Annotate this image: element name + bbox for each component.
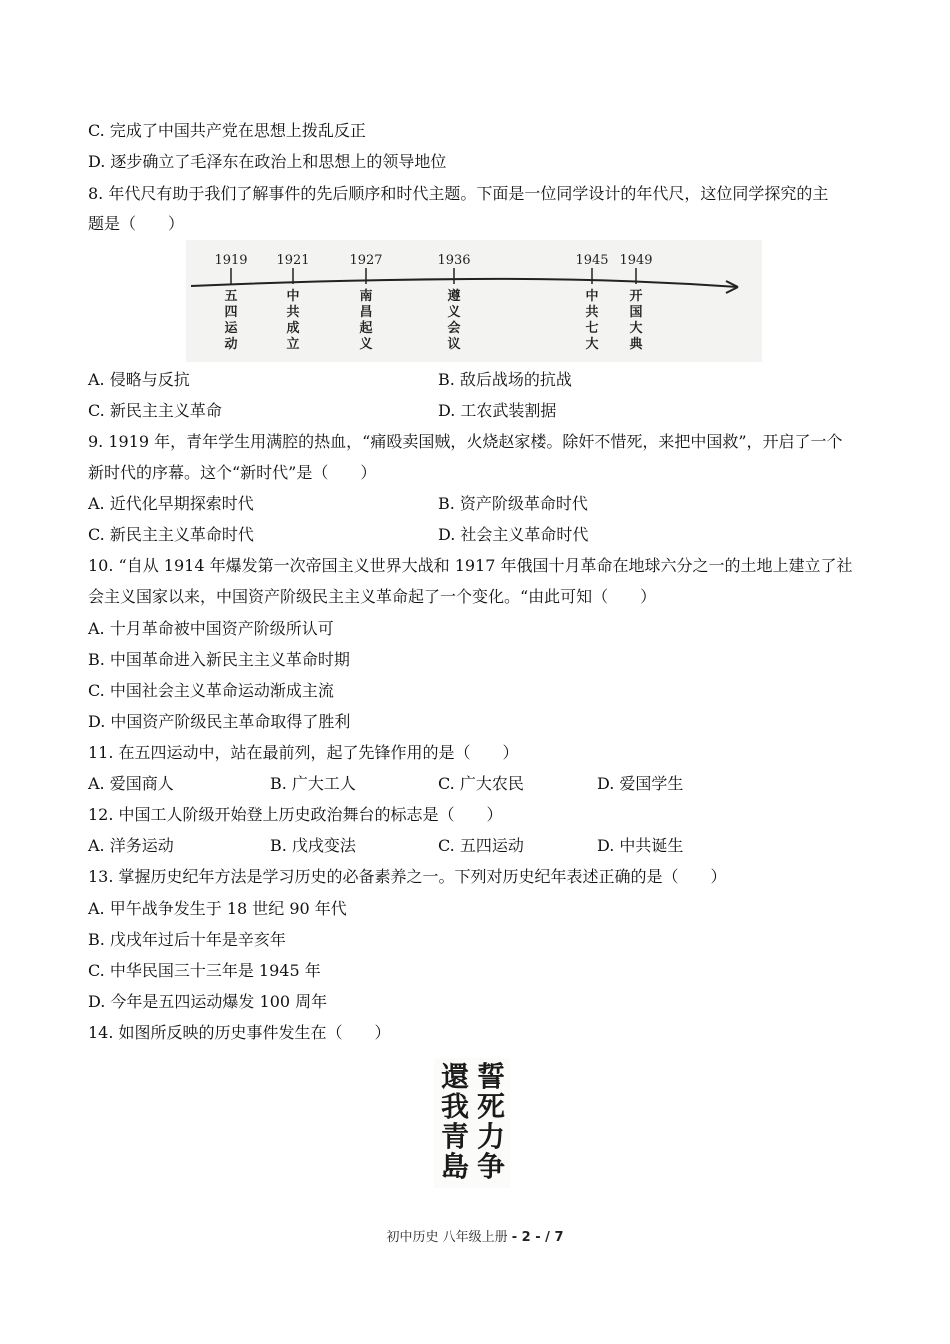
q12-option-a: A. 洋务运动 — [88, 836, 174, 855]
timeline-year: 1919 — [214, 253, 248, 268]
q10-option-b: B. 中国革命进入新民主主义革命时期 — [88, 650, 350, 669]
q9-stem-line2: 新时代的序幕。这个“新时代”是（ ） — [88, 463, 377, 482]
q7-option-d: D. 逐步确立了毛泽东在政治上和思想上的领导地位 — [88, 152, 447, 171]
q10-option-a: A. 十月革命被中国资产阶级所认可 — [88, 619, 334, 638]
q7-option-c: C. 完成了中国共产党在思想上拨乱反正 — [88, 121, 366, 140]
calligraphy-char: 力 — [476, 1120, 505, 1153]
timeline-label: 遵义会议 — [447, 289, 461, 352]
timeline-label: 中共七大 — [585, 289, 599, 352]
calligraphy-char: 青 — [440, 1120, 469, 1153]
q12-option-d: D. 中共诞生 — [597, 836, 684, 855]
q8-option-d: D. 工农武装割据 — [438, 401, 557, 420]
calligraphy-right-column — [474, 1062, 508, 1182]
q11-option-a: A. 爱国商人 — [88, 774, 174, 793]
timeline-label: 中共成立 — [286, 289, 300, 352]
timeline-label: 南昌起义 — [359, 289, 373, 352]
q11-option-d: D. 爱国学生 — [597, 774, 684, 793]
q8-option-c: C. 新民主主义革命 — [88, 401, 222, 420]
calligraphy-char: 死 — [476, 1090, 505, 1123]
q11-stem: 11. 在五四运动中，站在最前列，起了先锋作用的是（ ） — [88, 743, 519, 762]
timeline-label: 开国大典 — [629, 289, 643, 352]
q14-stem: 14. 如图所反映的历史事件发生在（ ） — [88, 1023, 391, 1042]
timeline-year: 1949 — [619, 253, 653, 268]
q9-option-c: C. 新民主主义革命时代 — [88, 525, 254, 544]
q13-option-d: D. 今年是五四运动爆发 100 周年 — [88, 992, 328, 1011]
q8-stem-line1: 8. 年代尺有助于我们了解事件的先后顺序和时代主题。下面是一位同学设计的年代尺，这位同学探究的主 — [88, 184, 829, 203]
page-number: - 2 - / 7 — [511, 1230, 564, 1245]
q9-option-d: D. 社会主义革命时代 — [438, 525, 589, 544]
q10-stem-line1: 10. “自从 1914 年爆发第一次帝国主义世界大战和 1917 年俄国十月革命在地球六分之一的土地上建立了社 — [88, 556, 853, 575]
q9-option-a: A. 近代化早期探索时代 — [88, 494, 254, 513]
q10-option-c: C. 中国社会主义革命运动渐成主流 — [88, 681, 334, 700]
q12-stem: 12. 中国工人阶级开始登上历史政治舞台的标志是（ ） — [88, 805, 503, 824]
calligraphy-char: 我 — [440, 1090, 469, 1123]
q9-stem-line1: 9. 1919 年，青年学生用满腔的热血，“痛殴卖国贼，火烧赵家楼。除奸不惜死，来把中国救”，开启了一个 — [88, 432, 843, 451]
footer-text: 初中历史 八年级上册 — [386, 1230, 508, 1245]
q8-option-a: A. 侵略与反抗 — [88, 370, 190, 389]
q11-option-c: C. 广大农民 — [438, 774, 524, 793]
q12-option-b: B. 戊戌变法 — [270, 836, 356, 855]
timeline-axis — [191, 279, 738, 287]
calligraphy-char: 還 — [440, 1060, 469, 1093]
page-footer — [0, 1226, 950, 1245]
calligraphy-char: 誓 — [476, 1060, 505, 1093]
timeline-label: 五四运动 — [224, 289, 238, 352]
q8-option-b: B. 敌后战场的抗战 — [438, 370, 572, 389]
q13-stem: 13. 掌握历史纪年方法是学习历史的必备素养之一。下列对历史纪年表述正确的是（ ） — [88, 867, 727, 886]
calligraphy-char: 島 — [440, 1150, 469, 1183]
q13-option-b: B. 戊戌年过后十年是辛亥年 — [88, 930, 286, 949]
calligraphy-char: 争 — [476, 1150, 505, 1183]
q8-stem-line2: 题是（ ） — [88, 214, 185, 233]
timeline-chart — [186, 240, 762, 362]
q10-option-d: D. 中国资产阶级民主革命取得了胜利 — [88, 712, 351, 731]
timeline-year: 1921 — [276, 253, 310, 268]
calligraphy-image — [434, 1058, 510, 1188]
timeline-year: 1927 — [349, 253, 383, 268]
q13-option-a: A. 甲午战争发生于 18 世纪 90 年代 — [88, 899, 347, 918]
calligraphy-left-column — [438, 1062, 472, 1182]
q13-option-c: C. 中华民国三十三年是 1945 年 — [88, 961, 321, 980]
q12-option-c: C. 五四运动 — [438, 836, 524, 855]
timeline-year: 1936 — [437, 253, 471, 268]
timeline-year: 1945 — [575, 253, 609, 268]
timeline-figure — [186, 240, 762, 362]
q11-option-b: B. 广大工人 — [270, 774, 356, 793]
q9-option-b: B. 资产阶级革命时代 — [438, 494, 588, 513]
q10-stem-line2: 会主义国家以来，中国资产阶级民主主义革命起了一个变化。“由此可知（ ） — [88, 587, 657, 606]
